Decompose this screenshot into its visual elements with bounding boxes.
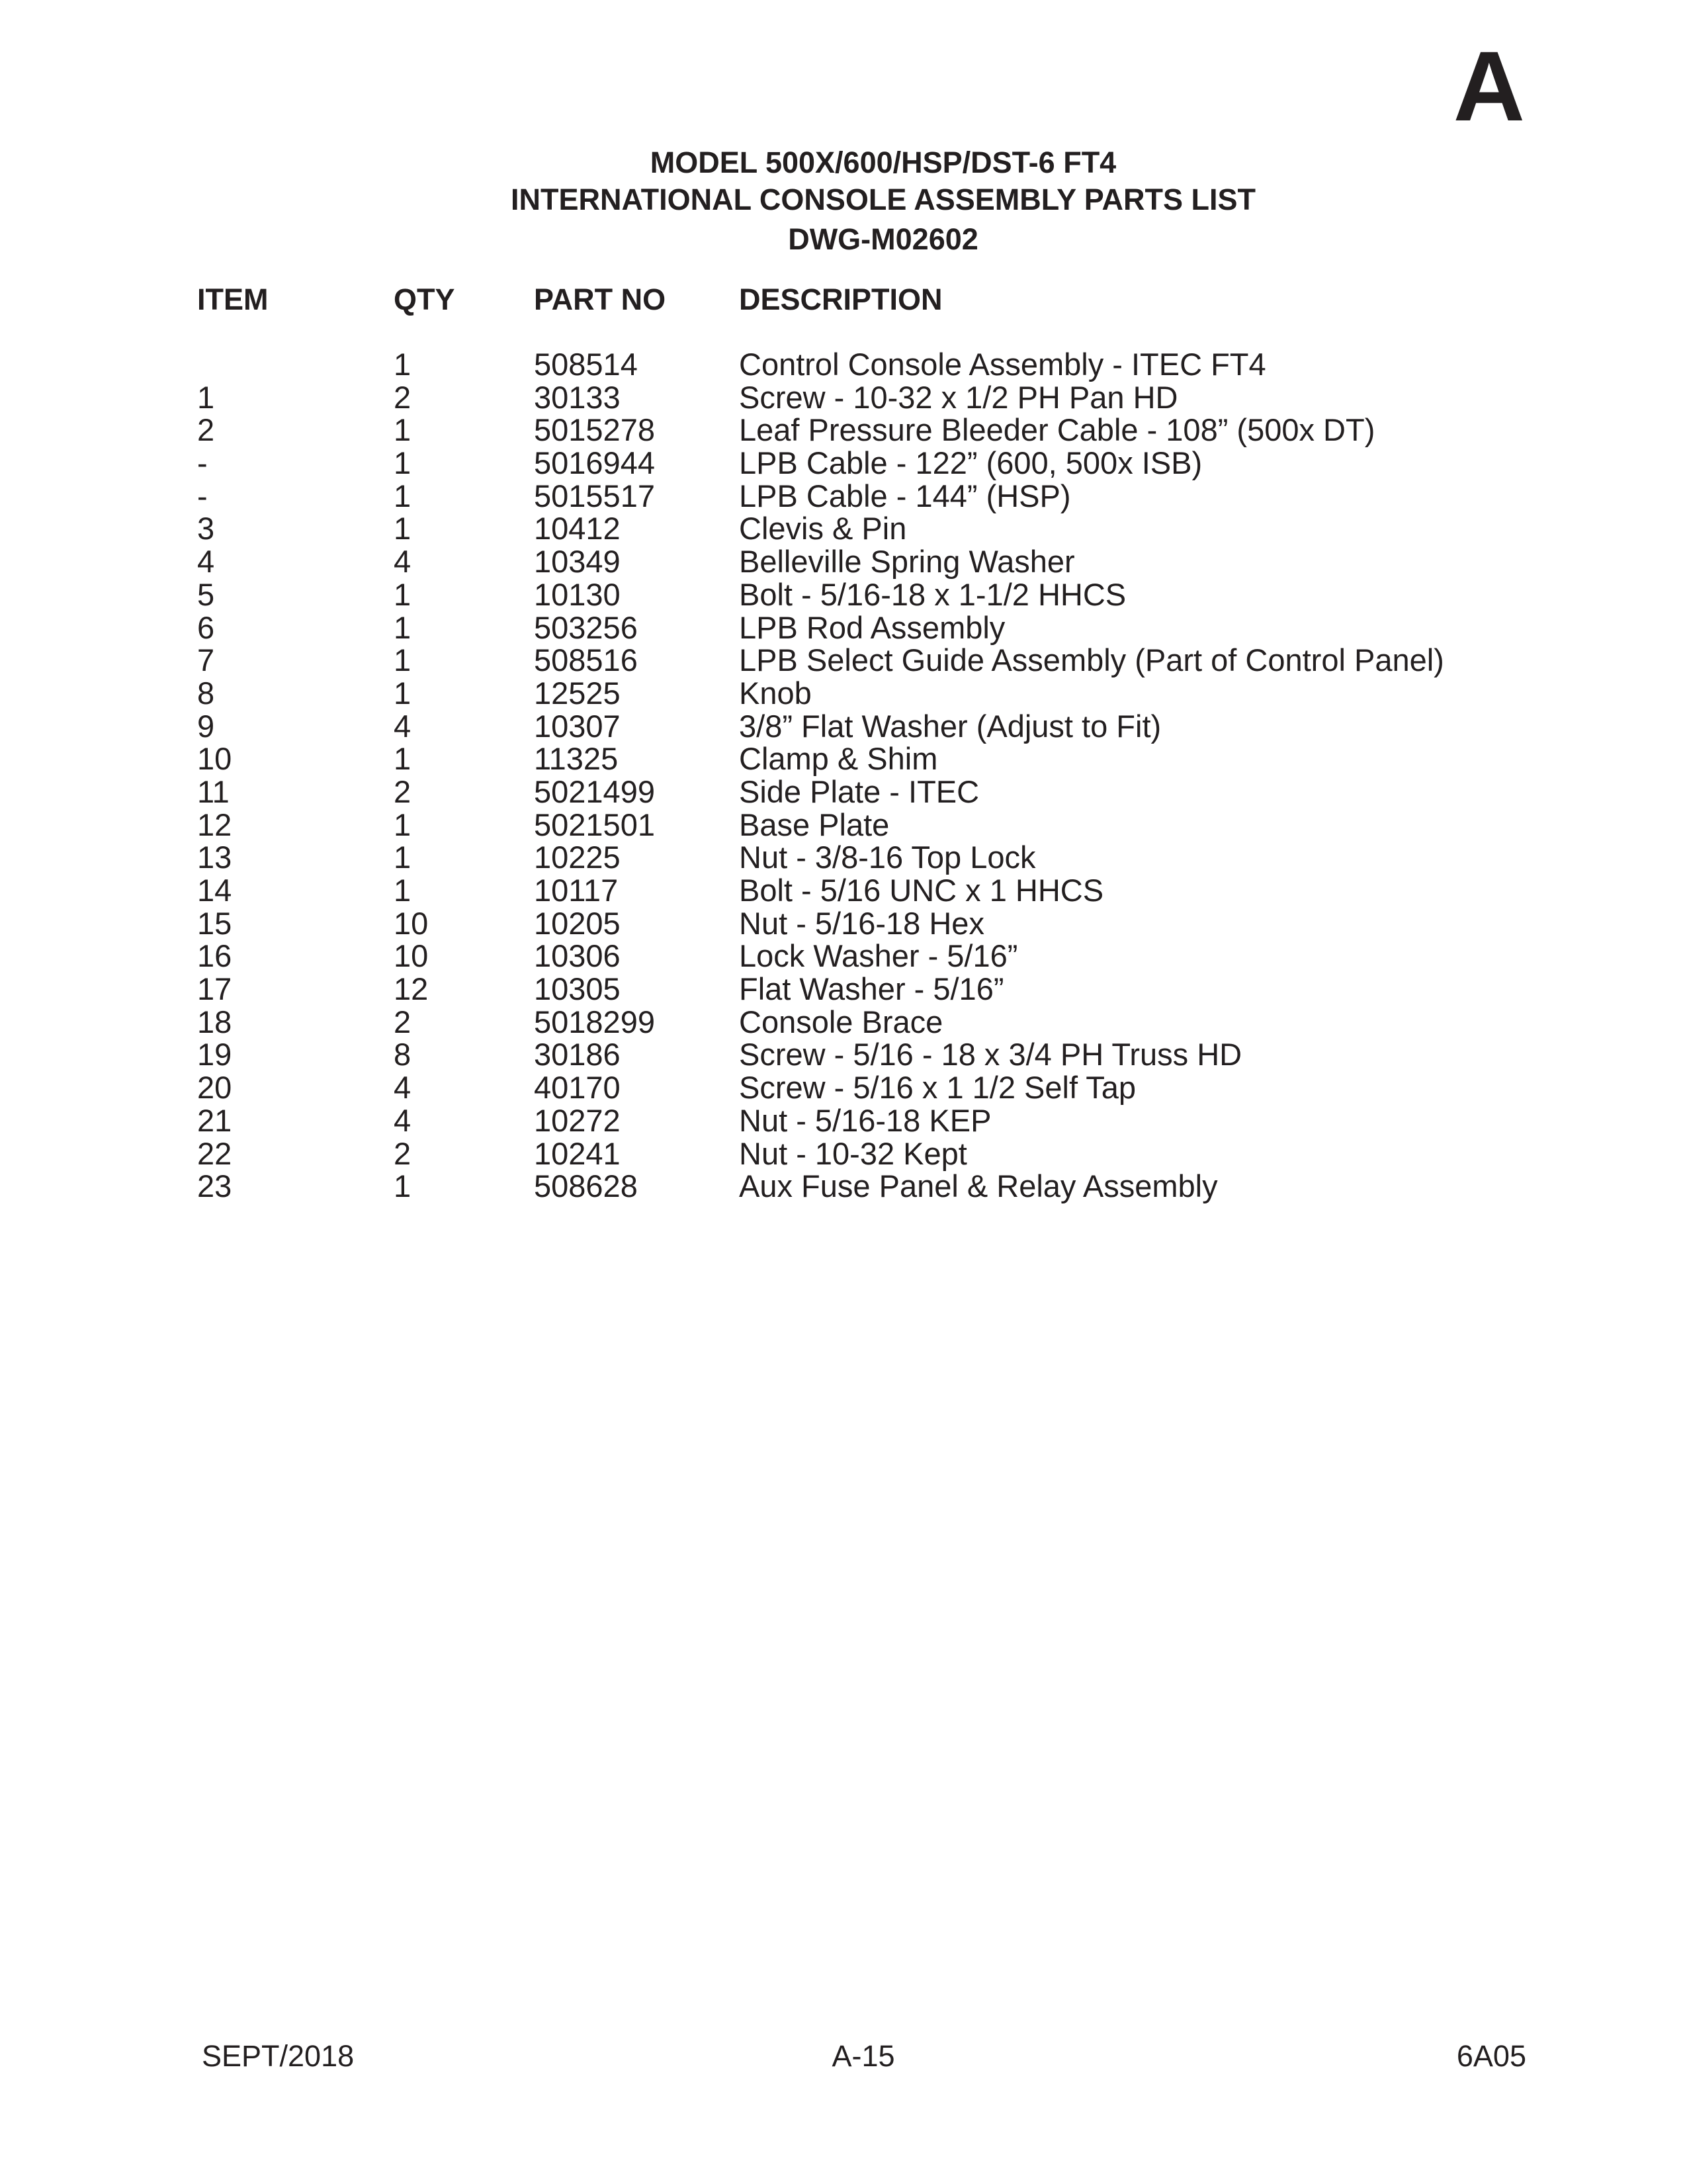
- item-description: Clevis & Pin: [739, 511, 907, 546]
- item-description: Screw - 10-32 x 1/2 PH Pan HD: [739, 379, 1178, 415]
- footer-page-number: A-15: [832, 2039, 895, 2073]
- table-row: [0, 447, 1687, 480]
- item-number: 23: [197, 1168, 232, 1204]
- item-number: 7: [197, 642, 215, 678]
- table-row: [0, 414, 1687, 447]
- item-part-number: 10272: [534, 1102, 621, 1138]
- item-part-number: 30133: [534, 379, 621, 415]
- item-part-number: 508628: [534, 1168, 638, 1204]
- item-number: 4: [197, 544, 215, 580]
- item-number: -: [197, 478, 208, 513]
- table-row: [0, 348, 1687, 381]
- item-qty: 8: [394, 1037, 411, 1072]
- table-row: [0, 1170, 1687, 1203]
- item-part-number: 5015517: [534, 478, 655, 513]
- table-row: [0, 710, 1687, 743]
- table-row: [0, 611, 1687, 644]
- item-description: Nut - 5/16-18 Hex: [739, 905, 984, 941]
- item-number: 11: [197, 773, 230, 809]
- table-row: [0, 841, 1687, 874]
- item-qty: 12: [394, 971, 429, 1007]
- table-row: [0, 480, 1687, 513]
- table-row: [0, 1104, 1687, 1137]
- item-number: 15: [197, 905, 232, 941]
- item-qty: 4: [394, 1102, 411, 1138]
- item-qty: 1: [394, 675, 411, 711]
- table-row: [0, 742, 1687, 775]
- table-row: [0, 874, 1687, 907]
- item-description: Nut - 3/8-16 Top Lock: [739, 840, 1036, 875]
- table-row: [0, 907, 1687, 940]
- item-number: 17: [197, 971, 232, 1007]
- item-description: LPB Rod Assembly: [739, 609, 1006, 645]
- item-part-number: 10205: [534, 905, 621, 941]
- column-header-description: DESCRIPTION: [739, 283, 943, 316]
- item-qty: 1: [394, 478, 411, 513]
- column-header-item: ITEM: [197, 283, 269, 316]
- item-part-number: 503256: [534, 609, 638, 645]
- item-part-number: 5021499: [534, 773, 655, 809]
- item-part-number: 40170: [534, 1070, 621, 1106]
- item-part-number: 5021501: [534, 807, 655, 842]
- item-number: 22: [197, 1135, 232, 1171]
- item-qty: 2: [394, 773, 411, 809]
- item-description: Control Console Assembly - ITEC FT4: [739, 347, 1266, 382]
- footer-date: SEPT/2018: [202, 2039, 355, 2073]
- item-description: Knob: [739, 675, 812, 711]
- item-qty: 1: [394, 873, 411, 908]
- item-number: 19: [197, 1037, 232, 1072]
- item-description: Nut - 10-32 Kept: [739, 1135, 967, 1171]
- item-qty: 1: [394, 445, 411, 481]
- section-letter: A: [1453, 30, 1525, 142]
- item-part-number: 10412: [534, 511, 621, 546]
- item-qty: 4: [394, 544, 411, 580]
- parts-list-title: INTERNATIONAL CONSOLE ASSEMBLY PARTS LIST: [511, 183, 1256, 216]
- footer-code: 6A05: [1456, 2039, 1526, 2073]
- item-qty: 1: [394, 609, 411, 645]
- item-part-number: 10241: [534, 1135, 621, 1171]
- item-number: 12: [197, 807, 232, 842]
- item-description: 3/8” Flat Washer (Adjust to Fit): [739, 708, 1162, 744]
- item-number: 8: [197, 675, 215, 711]
- item-number: 9: [197, 708, 215, 744]
- item-part-number: 10130: [534, 576, 621, 612]
- table-row: [0, 512, 1687, 545]
- item-part-number: 5015278: [534, 412, 655, 448]
- parts-table-header: [0, 283, 1687, 322]
- item-description: Aux Fuse Panel & Relay Assembly: [739, 1168, 1218, 1204]
- parts-table-body: [0, 348, 1687, 1203]
- item-description: Belleville Spring Washer: [739, 544, 1075, 580]
- item-part-number: 10117: [534, 873, 619, 908]
- item-part-number: 508514: [534, 347, 638, 382]
- item-number: 3: [197, 511, 215, 546]
- item-qty: 1: [394, 642, 411, 678]
- table-row: [0, 973, 1687, 1006]
- item-qty: 1: [394, 741, 411, 777]
- item-qty: 1: [394, 807, 411, 842]
- item-part-number: 508516: [534, 642, 638, 678]
- item-part-number: 11325: [534, 741, 619, 777]
- item-description: Bolt - 5/16 UNC x 1 HHCS: [739, 873, 1104, 908]
- item-description: Console Brace: [739, 1004, 943, 1039]
- item-description: Lock Washer - 5/16”: [739, 938, 1018, 974]
- item-part-number: 30186: [534, 1037, 621, 1072]
- table-row: [0, 1137, 1687, 1170]
- item-part-number: 10306: [534, 938, 621, 974]
- item-description: Nut - 5/16-18 KEP: [739, 1102, 992, 1138]
- item-number: 21: [197, 1102, 232, 1138]
- item-number: 2: [197, 412, 215, 448]
- item-description: Bolt - 5/16-18 x 1-1/2 HHCS: [739, 576, 1127, 612]
- item-number: 14: [197, 873, 232, 908]
- column-header-qty: QTY: [394, 283, 455, 316]
- item-number: 16: [197, 938, 232, 974]
- item-description: Screw - 5/16 x 1 1/2 Self Tap: [739, 1070, 1137, 1106]
- item-description: LPB Cable - 144” (HSP): [739, 478, 1071, 513]
- item-qty: 1: [394, 347, 411, 382]
- item-qty: 10: [394, 938, 429, 974]
- item-qty: 1: [394, 576, 411, 612]
- table-row: [0, 1006, 1687, 1039]
- item-qty: 1: [394, 840, 411, 875]
- table-row: [0, 545, 1687, 578]
- item-part-number: 5016944: [534, 445, 655, 481]
- item-qty: 4: [394, 1070, 411, 1106]
- item-part-number: 10307: [534, 708, 621, 744]
- item-part-number: 5018299: [534, 1004, 655, 1039]
- item-number: 5: [197, 576, 215, 612]
- item-qty: 1: [394, 412, 411, 448]
- item-number: 18: [197, 1004, 232, 1039]
- item-description: Leaf Pressure Bleeder Cable - 108” (500x DT): [739, 412, 1375, 448]
- item-description: Base Plate: [739, 807, 890, 842]
- item-number: 1: [197, 379, 215, 415]
- item-number: -: [197, 445, 208, 481]
- item-description: LPB Cable - 122” (600, 500x ISB): [739, 445, 1203, 481]
- drawing-number: DWG-M02602: [788, 222, 978, 256]
- document-header: [0, 144, 1687, 258]
- item-part-number: 12525: [534, 675, 621, 711]
- item-qty: 2: [394, 1004, 411, 1039]
- item-number: 6: [197, 609, 215, 645]
- item-part-number: 10305: [534, 971, 621, 1007]
- item-qty: 1: [394, 1168, 411, 1204]
- item-qty: 4: [394, 708, 411, 744]
- table-row: [0, 381, 1687, 414]
- item-number: 20: [197, 1070, 232, 1106]
- item-number: 13: [197, 840, 232, 875]
- table-row: [0, 1038, 1687, 1071]
- item-part-number: 10225: [534, 840, 621, 875]
- table-row: [0, 578, 1687, 611]
- table-row: [0, 775, 1687, 808]
- column-header-part-no: PART NO: [534, 283, 666, 316]
- item-part-number: 10349: [534, 544, 621, 580]
- item-description: Screw - 5/16 - 18 x 3/4 PH Truss HD: [739, 1037, 1242, 1072]
- table-row: [0, 939, 1687, 973]
- item-number: 10: [197, 741, 232, 777]
- model-title: MODEL 500X/600/HSP/DST-6 FT4: [650, 146, 1117, 179]
- table-row: [0, 808, 1687, 842]
- item-description: Clamp & Shim: [739, 741, 938, 777]
- table-row: [0, 1071, 1687, 1104]
- item-description: LPB Select Guide Assembly (Part of Control Panel): [739, 642, 1444, 678]
- item-qty: 10: [394, 905, 429, 941]
- table-row: [0, 677, 1687, 710]
- item-description: Flat Washer - 5/16”: [739, 971, 1004, 1007]
- item-qty: 2: [394, 1135, 411, 1171]
- item-qty: 2: [394, 379, 411, 415]
- item-description: Side Plate - ITEC: [739, 773, 980, 809]
- item-qty: 1: [394, 511, 411, 546]
- table-row: [0, 644, 1687, 677]
